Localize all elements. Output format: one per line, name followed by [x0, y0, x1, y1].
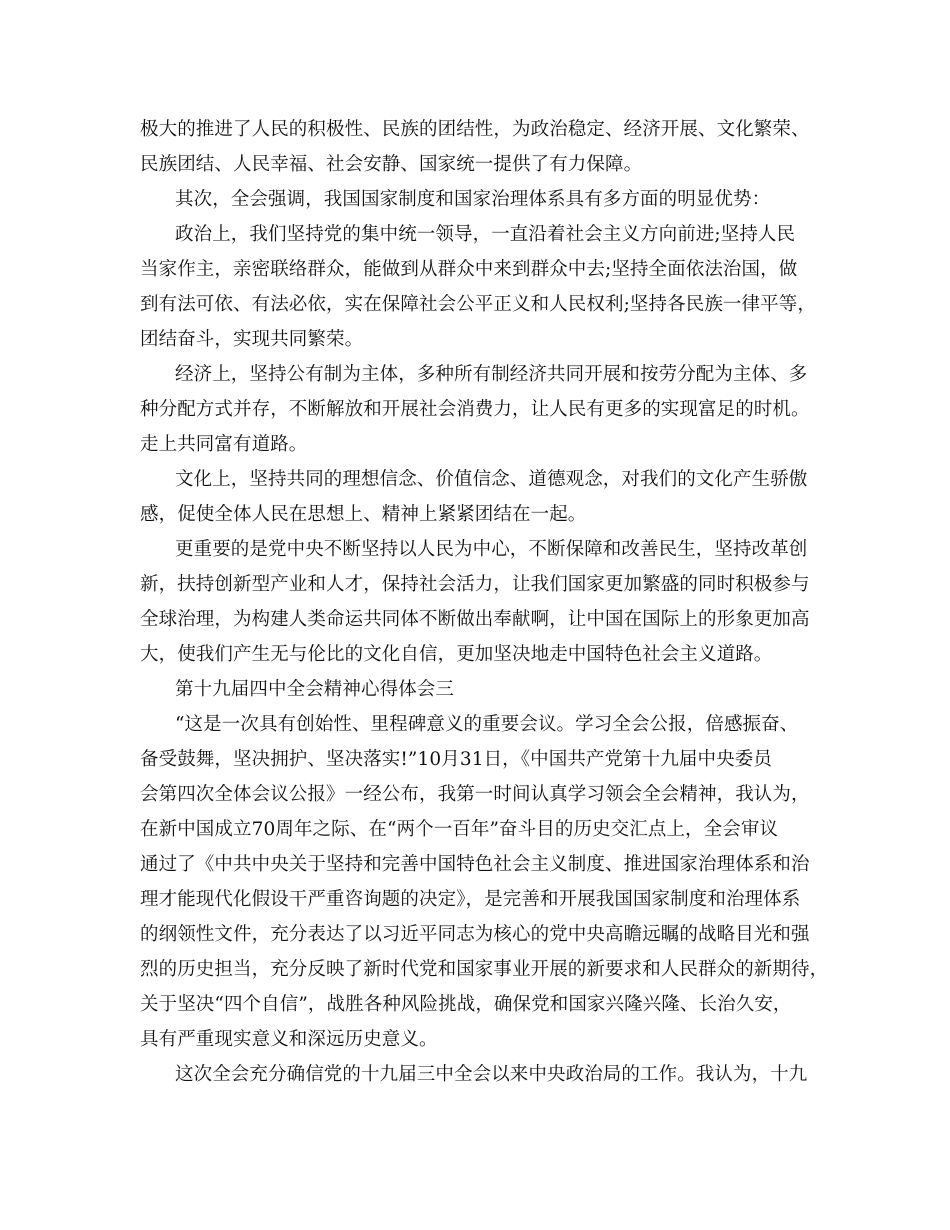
text-line: 全球治理，为构建人类命运共同体不断做出奉献啊，让中国在国际上的形象更加高: [140, 609, 810, 630]
text-line: 民族团结、人民幸福、社会安静、国家统一提供了有力保障。: [140, 154, 643, 175]
text-line: 具有严重现实意义和深远历史意义。: [140, 1029, 438, 1050]
text-line: 关于坚决“四个自信”，战胜各种风险挑战，确保党和国家兴隆兴隆、长治久安，: [140, 994, 792, 1015]
section-heading: 第十九届四中全会精神心得体会三: [175, 679, 455, 700]
text-line: 的纲领性文件，充分表达了以习近平同志为核心的党中央高瞻远瞩的战略目光和强: [140, 924, 810, 945]
text-line: 种分配方式并存，不断解放和开展社会消费力，让人民有更多的实现富足的时机。: [140, 399, 810, 420]
text-line: 感，促使全体人民在思想上、精神上紧紧团结在一起。: [140, 504, 587, 525]
text-line: 极大的推进了人民的积极性、民族的团结性，为政治稳定、经济开展、文化繁荣、: [140, 119, 810, 140]
text-line: 备受鼓舞，坚决拥护、坚决落实!”10月31日，《中国共产党第十九届中央委员: [140, 749, 772, 770]
text-line: 新，扶持创新型产业和人才，保持社会活力，让我们国家更加繁盛的同时积极参与: [140, 574, 810, 595]
text-line: 团结奋斗，实现共同繁荣。: [140, 329, 364, 350]
text-line: 烈的历史担当，充分反映了新时代党和国家事业开展的新要求和人民群众的新期待，: [140, 959, 829, 980]
text-line: “这是一次具有创始性、里程碑意义的重要会议。学习全会公报，倍感振奋、: [175, 714, 799, 735]
text-line: 大，使我们产生无与伦比的文化自信，更加坚决地走中国特色社会主义道路。: [140, 644, 773, 665]
text-line: 更重要的是党中央不断坚持以人民为中心，不断保障和改善民生，坚持改革创: [175, 539, 808, 560]
text-line: 经济上，坚持公有制为主体，多种所有制经济共同开展和按劳分配为主体、多: [175, 364, 808, 385]
text-line: 走上共同富有道路。: [140, 434, 308, 455]
text-line: 会第四次全体会议公报》一经公布，我第一时间认真学习领会全会精神，我认为，: [140, 784, 810, 805]
text-line: 通过了《中共中央关于坚持和完善中国特色社会主义制度、推进国家治理体系和治: [140, 854, 810, 875]
text-line: 当家作主，亲密联络群众，能做到从群众中来到群众中去;坚持全面依法治国，做: [140, 259, 798, 280]
text-line: 其次，全会强调，我国国家制度和国家治理体系具有多方面的明显优势：: [175, 189, 771, 210]
text-line: 这次全会充分确信党的十九届三中全会以来中央政治局的工作。我认为，十九: [175, 1064, 808, 1085]
text-line: 文化上，坚持共同的理想信念、价值信念、道德观念，对我们的文化产生骄傲: [175, 469, 808, 490]
text-line: 到有法可依、有法必依，实在保障社会公平正义和人民权利;坚持各民族一律平等，: [140, 294, 816, 315]
text-line: 理才能现代化假设干严重咨询题的决定》，是完善和开展我国国家制度和治理体系: [140, 889, 801, 910]
text-line: 政治上，我们坚持党的集中统一领导，一直沿着社会主义方向前进;坚持人民: [175, 224, 796, 245]
text-line: 在新中国成立70周年之际、在“两个一百年”奋斗目的历史交汇点上，全会审议: [140, 819, 779, 840]
